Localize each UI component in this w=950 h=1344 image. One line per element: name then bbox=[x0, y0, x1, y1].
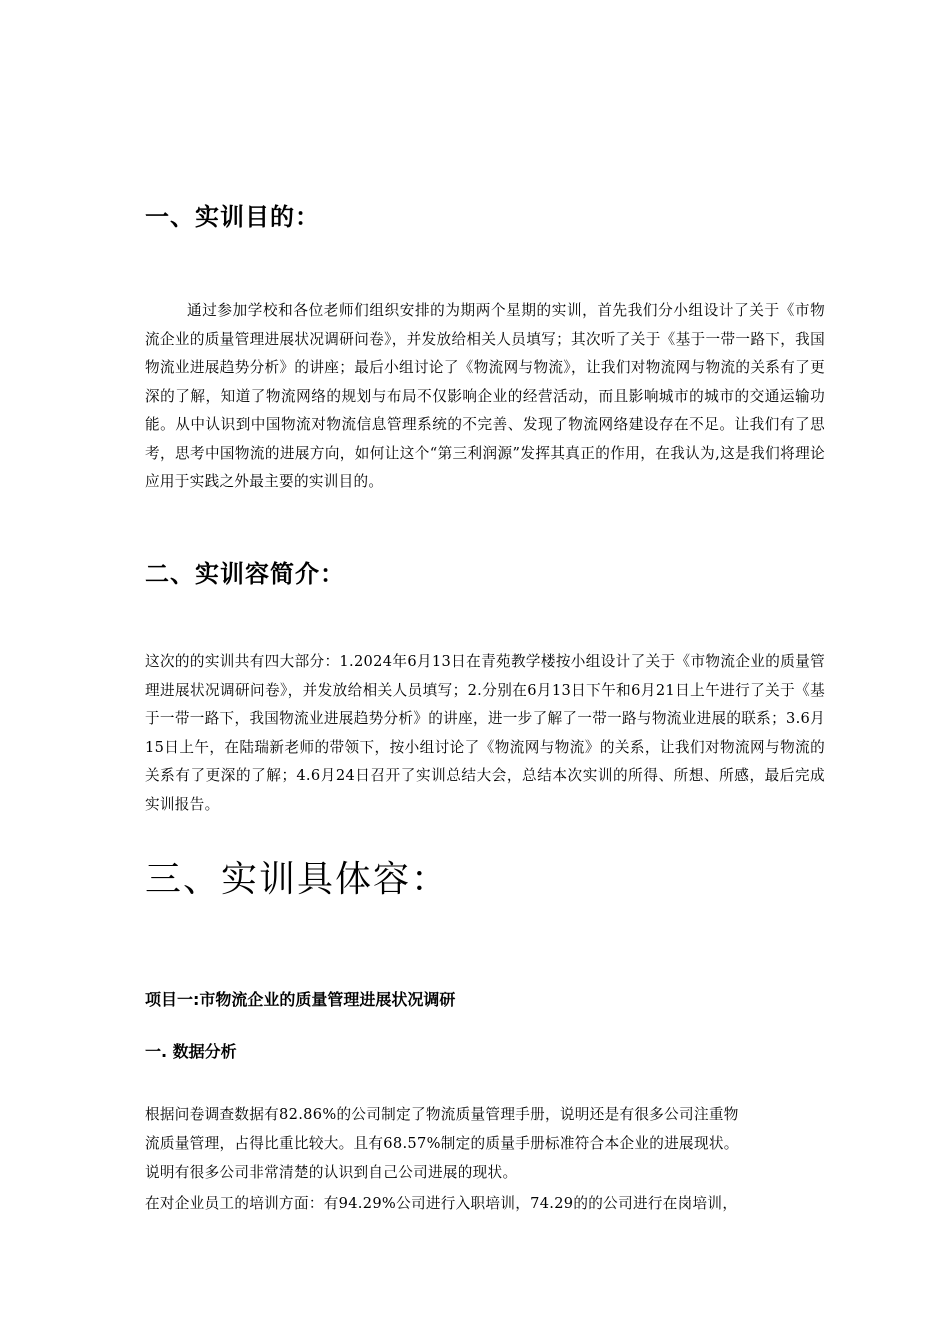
section-1-heading: 一、实训目的： bbox=[145, 203, 320, 231]
section-3-heading: 三、实训具体容： bbox=[145, 859, 450, 900]
data-analysis-subheading: 一. 数据分析 bbox=[145, 1042, 237, 1061]
analysis-line: 在对企业员工的培训方面：有94.29%公司进行入职培训，74.29的的公司进行在岗培训， bbox=[145, 1195, 738, 1212]
section-2-paragraph: 这次的的实训共有四大部分：1.2024年6月13日在青苑教学楼按小组设计了关于《市物流企业的质量管理进展状况调研问卷》，并发放给相关人员填写；2.分别在6月13日下午和6月21日上午进行了关于《基于一带一路下，我国物流业进展趋势分析》的讲座，进一步了解了一带一路与物流业进展的联系；3.6月15日上午，在陆瑞新老师的带领下，按小组讨论了《物流网与物流》的关系，让我们对物流网与物流的关系有了更深的了解；4.6月24日召开了实训总结大会，总结本次实训的所得、所想、所感，最后完成实训报告。 bbox=[145, 653, 825, 813]
analysis-line: 根据问卷调查数据有82.86%的公司制定了物流质量管理手册，说明还是有很多公司注重物 bbox=[145, 1106, 739, 1123]
analysis-line: 说明有很多公司非常清楚的认识到自己公司进展的现状。 bbox=[145, 1164, 518, 1181]
analysis-line: 流质量管理，占得比重比较大。且有68.57%制定的质量手册标准符合本企业的进展现状。 bbox=[145, 1135, 739, 1152]
project-1-title: 项目一:市物流企业的质量管理进展状况调研 bbox=[145, 990, 456, 1009]
section-2-heading: 二、实训容简介： bbox=[145, 560, 345, 588]
section-1-paragraph: 通过参加学校和各位老师们组织安排的为期两个星期的实训，首先我们分小组设计了关于《市物流企业的质量管理进展状况调研问卷》，并发放给相关人员填写；其次听了关于《基于一带一路下，我国物流业进展趋势分析》的讲座；最后小组讨论了《物流网与物流》，让我们对物流网与物流的关系有了更深的了解，知道了物流网络的规划与布局不仅影响企业的经营活动，而且影响城市的城市的交通运输功能。从中认识到中国物流对物流信息管理系统的不完善、发现了物流网络建设存在不足。让我们有了思考，思考中国物流的进展方向，如何让这个“第三利润源”发挥其真正的作用，在我认为,这是我们将理论应用于实践之外最主要的实训目的。 bbox=[145, 302, 825, 490]
